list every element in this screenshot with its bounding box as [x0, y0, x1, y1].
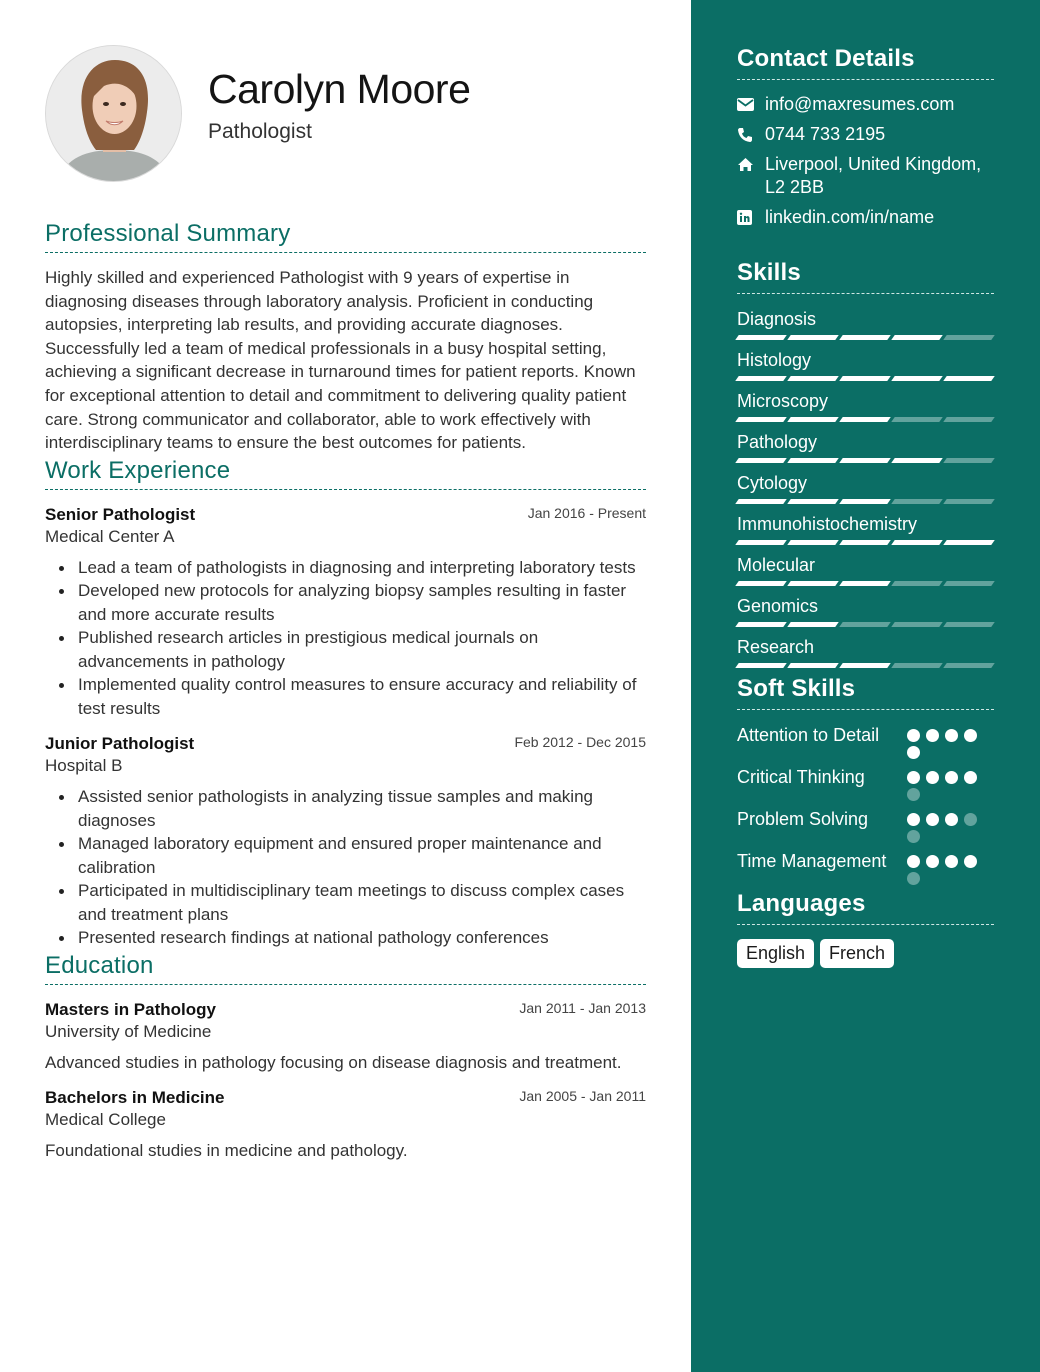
skill-level-segment	[735, 417, 787, 422]
skill-level-segment	[943, 499, 995, 504]
skill-level-segment	[891, 540, 943, 545]
skill-level-segment	[943, 540, 995, 545]
languages-heading: Languages	[737, 890, 994, 925]
soft-skill-item	[737, 850, 994, 885]
job-org: Medical Center A	[45, 526, 175, 546]
contact-address	[737, 153, 994, 199]
skill-level-segment	[891, 417, 943, 422]
soft-skill-name: Problem Solving	[737, 809, 869, 829]
skill-level-segment	[891, 499, 943, 504]
skill-level-segment	[787, 458, 839, 463]
skill-level-bar	[737, 376, 994, 381]
skills-heading: Skills	[737, 259, 994, 294]
contact-list	[737, 93, 994, 229]
job-bullet: Managed laboratory equipment and ensured proper maintenance and calibration	[78, 832, 646, 879]
skill-name: Genomics	[737, 596, 819, 616]
rating-dot	[945, 729, 958, 742]
skill-level-segment	[735, 376, 787, 381]
email-text: info@maxresumes.com	[765, 94, 955, 114]
skill-level-segment	[787, 622, 839, 627]
skill-level-segment	[839, 335, 891, 340]
rating-dot	[945, 855, 958, 868]
skill-level-bar	[737, 663, 994, 668]
skill-level-bar	[737, 581, 994, 586]
skill-level-segment	[891, 335, 943, 340]
job-bullet: Lead a team of pathologists in diagnosing and interpreting laboratory tests	[78, 556, 646, 580]
job-bullet: Assisted senior pathologists in analyzing tissue samples and making diagnoses	[78, 785, 646, 832]
rating-dot	[907, 771, 920, 784]
school-name: Medical College	[45, 1110, 166, 1130]
profile-photo	[46, 46, 182, 182]
job-bullets	[45, 556, 646, 721]
soft-skill-rating	[907, 766, 977, 801]
degree-title: Masters in Pathology	[45, 999, 216, 1019]
skill-level-segment	[735, 622, 787, 627]
skill-name: Diagnosis	[737, 309, 817, 329]
sidebar	[691, 0, 1040, 1372]
rating-dot	[926, 855, 939, 868]
skill-name: Immunohistochemistry	[737, 514, 918, 534]
skill-level-segment	[839, 663, 891, 668]
job-title: Senior Pathologist	[45, 504, 196, 524]
skill-level-segment	[735, 540, 787, 545]
contact-linkedin[interactable]	[737, 206, 994, 229]
job-bullet: Developed new protocols for analyzing biopsy samples resulting in faster and more accurate results	[78, 579, 646, 626]
education-date: Jan 2011 - Jan 2013	[519, 999, 646, 1016]
skill-level-segment	[787, 663, 839, 668]
skill-level-segment	[891, 622, 943, 627]
education-entry	[45, 1088, 646, 1163]
skill-level-segment	[735, 581, 787, 586]
job-bullet: Implemented quality control measures to ensure accuracy and reliability of test results	[78, 673, 646, 720]
soft-skill-item	[737, 808, 994, 843]
rating-dot	[926, 729, 939, 742]
skill-name: Molecular	[737, 555, 816, 575]
skill-level-segment	[787, 376, 839, 381]
skill-level-segment	[891, 458, 943, 463]
soft-skill-rating	[907, 724, 977, 759]
skill-name: Cytology	[737, 473, 808, 493]
language-tag: French	[820, 939, 894, 968]
summary-heading: Professional Summary	[45, 220, 646, 253]
skill-item	[737, 554, 994, 586]
resume-header	[45, 0, 646, 200]
skill-level-segment	[943, 663, 995, 668]
skill-level-segment	[839, 458, 891, 463]
skill-item	[737, 349, 994, 381]
skill-level-segment	[839, 581, 891, 586]
rating-dot	[907, 855, 920, 868]
linkedin-icon	[737, 206, 765, 229]
soft-skill-name: Critical Thinking	[737, 767, 865, 787]
contact-email[interactable]	[737, 93, 994, 116]
skill-level-bar	[737, 499, 994, 504]
avatar	[45, 45, 182, 182]
skill-level-segment	[943, 622, 995, 627]
languages-list	[737, 939, 994, 968]
home-icon	[737, 153, 765, 176]
soft-skill-item	[737, 766, 994, 801]
skill-level-segment	[787, 417, 839, 422]
skill-level-segment	[839, 622, 891, 627]
job-bullet: Published research articles in prestigious medical journals on advancements in pathology	[78, 626, 646, 673]
skill-level-segment	[787, 540, 839, 545]
skill-item	[737, 472, 994, 504]
candidate-name: Carolyn Moore	[208, 66, 471, 112]
soft-skills-section	[737, 675, 994, 885]
education-desc: Foundational studies in medicine and pathology.	[45, 1141, 408, 1161]
soft-skill-rating	[907, 808, 977, 843]
skill-level-segment	[839, 499, 891, 504]
skill-level-bar	[737, 458, 994, 463]
rating-dot	[907, 872, 920, 885]
job-org: Hospital B	[45, 756, 123, 776]
skill-name: Research	[737, 637, 815, 657]
skill-level-segment	[943, 581, 995, 586]
skill-level-segment	[735, 335, 787, 340]
skill-name: Histology	[737, 350, 812, 370]
rating-dot	[907, 813, 920, 826]
rating-dot	[964, 729, 977, 742]
soft-skill-name: Attention to Detail	[737, 725, 880, 745]
skill-item	[737, 308, 994, 340]
rating-dot	[926, 771, 939, 784]
languages-section	[737, 890, 994, 968]
job-bullets	[45, 785, 646, 950]
rating-dot	[964, 855, 977, 868]
contact-phone[interactable]	[737, 123, 994, 146]
education-section	[45, 952, 646, 1163]
rating-dot	[964, 771, 977, 784]
envelope-icon	[737, 93, 765, 116]
soft-skill-item	[737, 724, 994, 759]
skill-level-segment	[891, 581, 943, 586]
contact-heading: Contact Details	[737, 45, 994, 80]
soft-skills-list	[737, 724, 994, 885]
soft-skill-rating	[907, 850, 977, 885]
job-entry	[45, 734, 646, 950]
phone-icon	[737, 123, 765, 146]
education-entry	[45, 1000, 646, 1075]
summary-text: Highly skilled and experienced Pathologist with 9 years of expertise in diagnosing diseases through laboratory analysis. Proficient in conducting autopsies, interpreting lab results, and providing accurate diagnoses. Successfully led a team of medical professionals in a busy hospital setting, achieving a significant decrease in turnaround times for patient reports. Known for exceptional attention to detail and commitment to delivering quality patient care. Strong communicator and collaborator, able to work effectively with interdisciplinary teams to ensure the best outcomes for patients.	[45, 268, 636, 453]
skill-item	[737, 513, 994, 545]
job-bullet: Participated in multidisciplinary team meetings to discuss complex cases and treatment plans	[78, 879, 646, 926]
skill-level-segment	[891, 376, 943, 381]
skill-level-segment	[943, 458, 995, 463]
rating-dot	[926, 813, 939, 826]
school-name: University of Medicine	[45, 1021, 212, 1041]
rating-dot	[907, 788, 920, 801]
skill-level-bar	[737, 540, 994, 545]
skill-level-segment	[735, 499, 787, 504]
rating-dot	[945, 813, 958, 826]
skill-name: Pathology	[737, 432, 818, 452]
skill-level-segment	[891, 663, 943, 668]
skill-level-segment	[839, 376, 891, 381]
language-tag: English	[737, 939, 814, 968]
job-bullet: Presented research findings at national pathology conferences	[78, 926, 646, 950]
rating-dot	[945, 771, 958, 784]
job-date: Feb 2012 - Dec 2015	[514, 734, 646, 751]
skill-level-segment	[787, 335, 839, 340]
skill-level-segment	[943, 417, 995, 422]
degree-title: Bachelors in Medicine	[45, 1088, 225, 1108]
candidate-role: Pathologist	[208, 120, 312, 143]
job-entry	[45, 505, 646, 721]
contact-section	[737, 45, 994, 229]
experience-heading: Work Experience	[45, 457, 646, 490]
skill-level-segment	[943, 335, 995, 340]
job-date: Jan 2016 - Present	[527, 504, 646, 521]
skill-level-segment	[839, 540, 891, 545]
summary-section	[45, 220, 646, 455]
skill-level-bar	[737, 335, 994, 340]
skills-section	[737, 259, 994, 668]
skill-level-segment	[735, 663, 787, 668]
experience-section	[45, 457, 646, 950]
skills-list	[737, 308, 994, 668]
skill-item	[737, 390, 994, 422]
address-text: Liverpool, United Kingdom, L2 2BB	[765, 154, 982, 197]
soft-skill-name: Time Management	[737, 851, 887, 871]
rating-dot	[907, 830, 920, 843]
education-desc: Advanced studies in pathology focusing on disease diagnosis and treatment.	[45, 1052, 622, 1072]
skill-item	[737, 595, 994, 627]
skill-level-segment	[943, 376, 995, 381]
skill-item	[737, 431, 994, 463]
skill-item	[737, 636, 994, 668]
rating-dot	[964, 813, 977, 826]
linkedin-text: linkedin.com/in/name	[765, 207, 935, 227]
skill-level-bar	[737, 417, 994, 422]
education-date: Jan 2005 - Jan 2011	[519, 1088, 646, 1105]
skill-name: Microscopy	[737, 391, 829, 411]
soft-skills-heading: Soft Skills	[737, 675, 994, 710]
skill-level-segment	[787, 499, 839, 504]
skill-level-segment	[735, 458, 787, 463]
job-title: Junior Pathologist	[45, 734, 195, 754]
skill-level-segment	[839, 417, 891, 422]
phone-text: 0744 733 2195	[765, 124, 886, 144]
skill-level-segment	[787, 581, 839, 586]
rating-dot	[907, 746, 920, 759]
skill-level-bar	[737, 622, 994, 627]
rating-dot	[907, 729, 920, 742]
education-heading: Education	[45, 952, 646, 985]
